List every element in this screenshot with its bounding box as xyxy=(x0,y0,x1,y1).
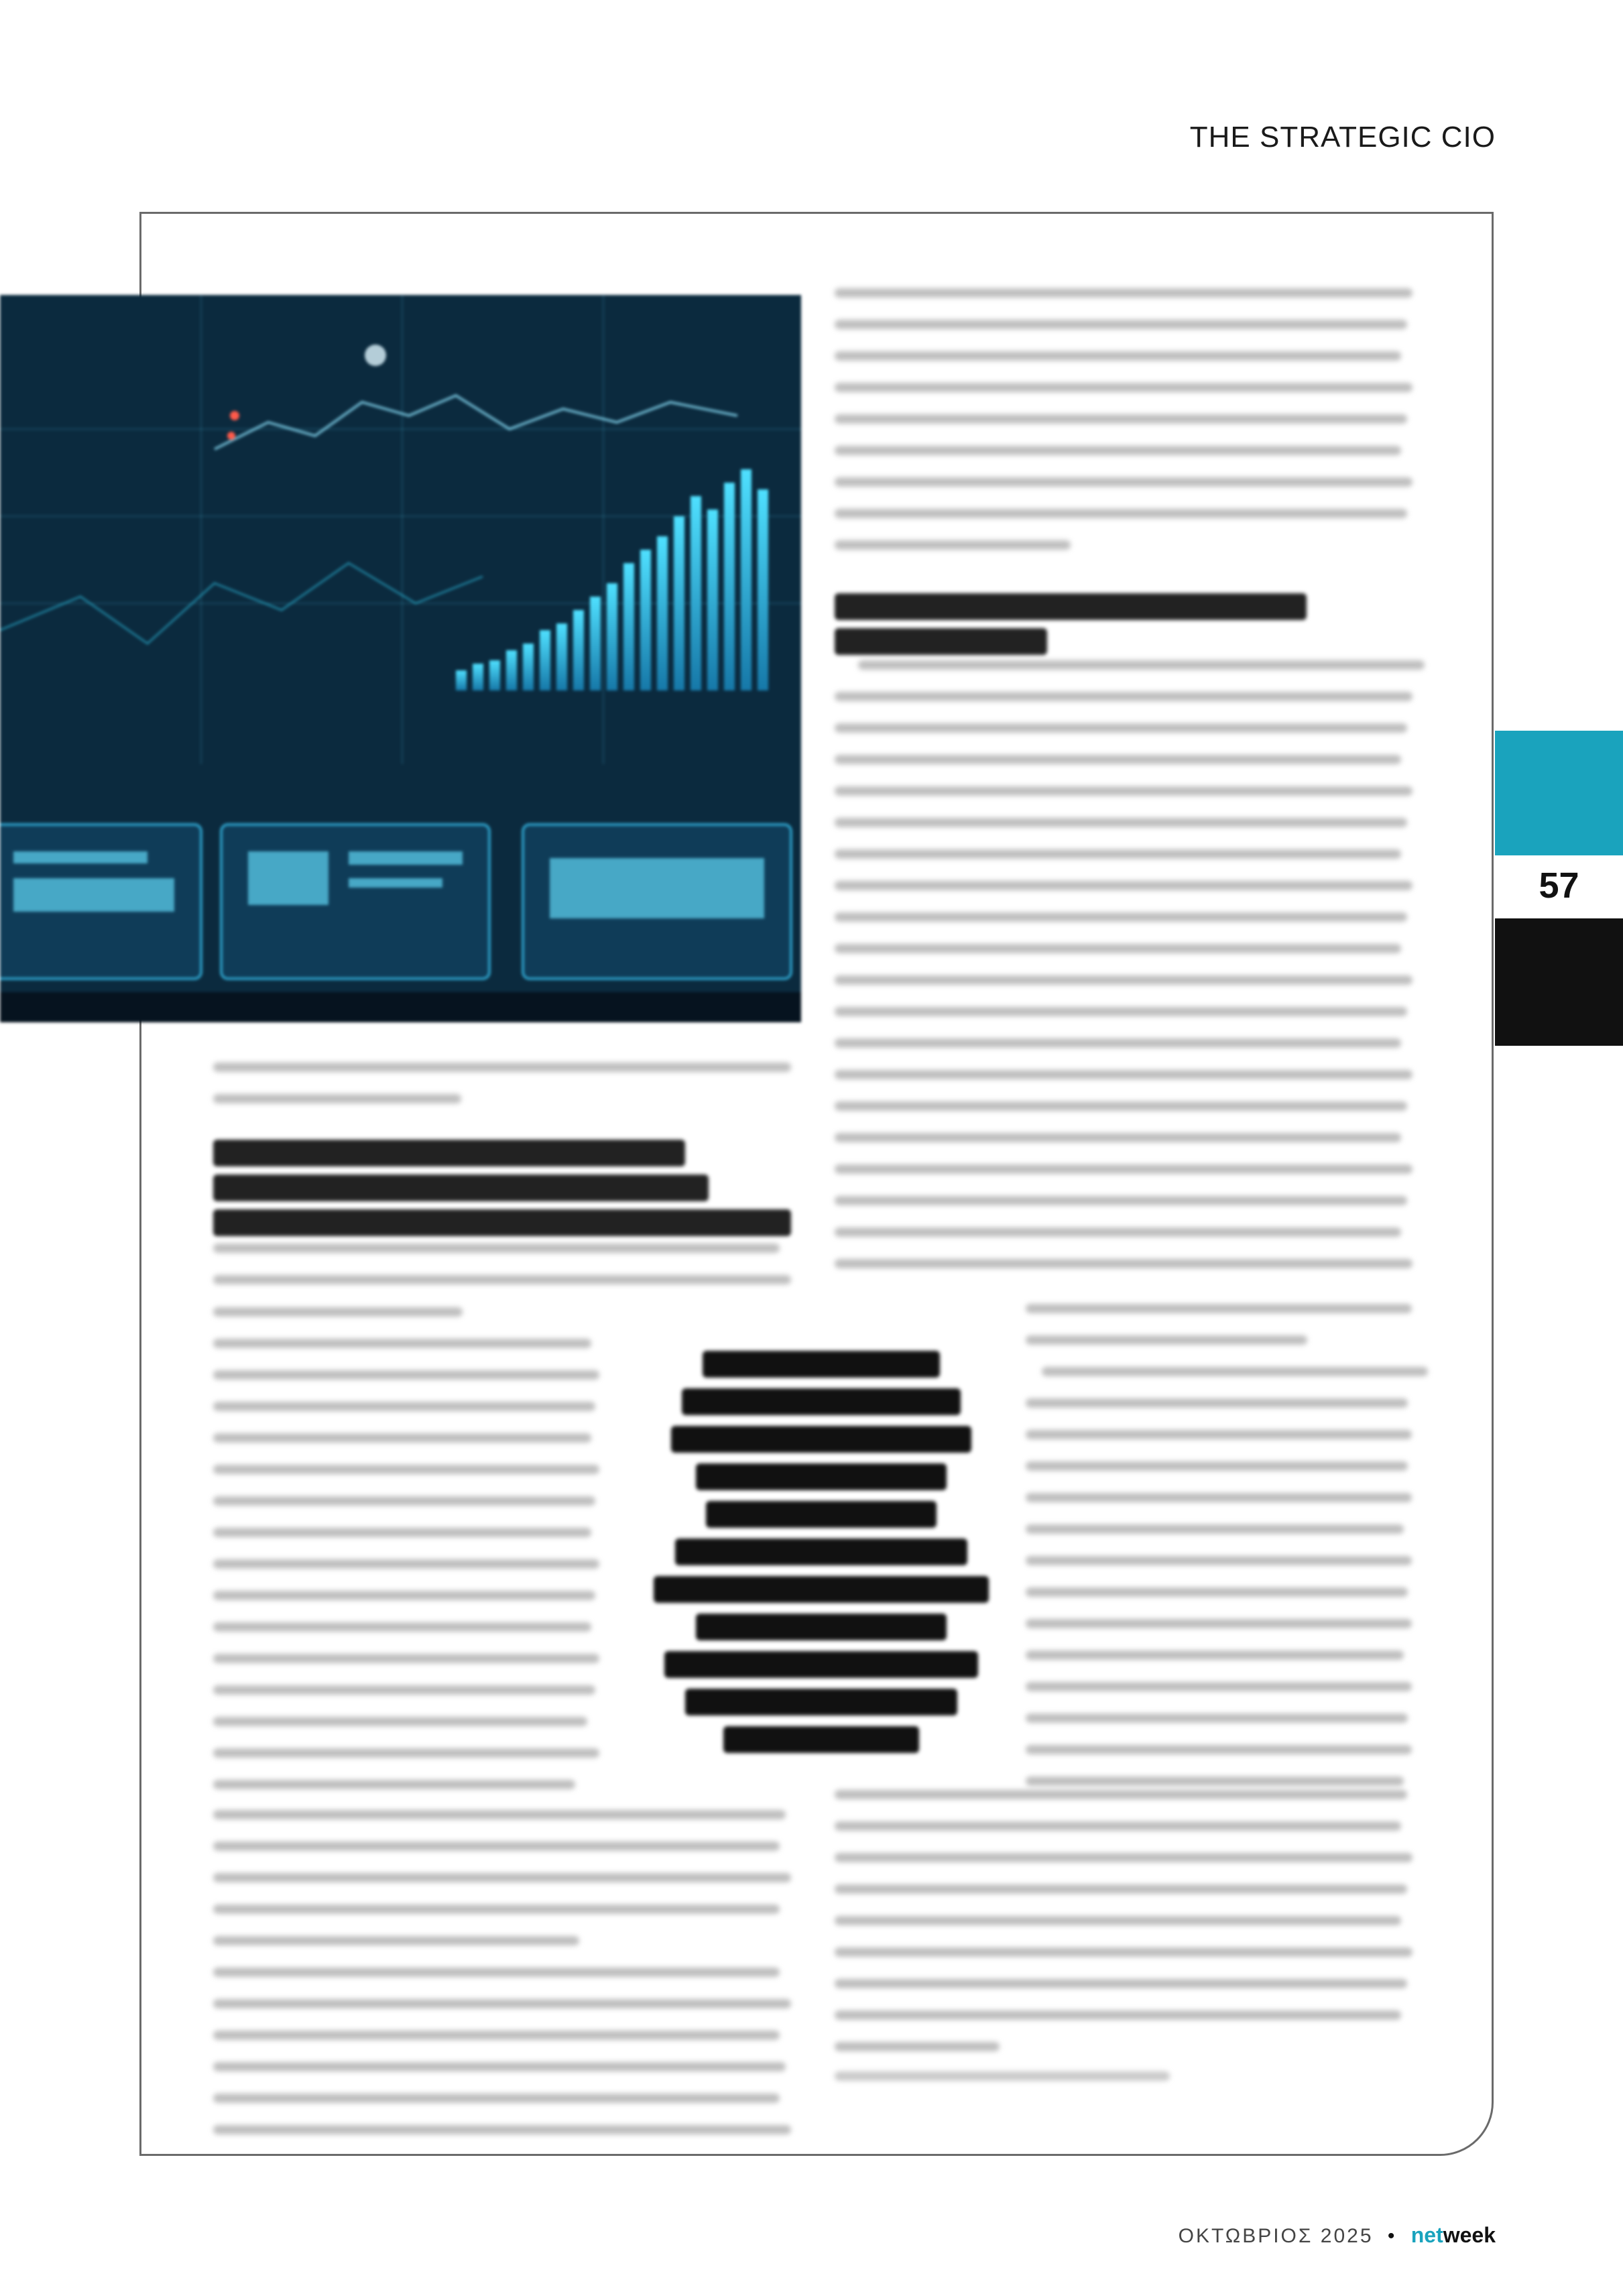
left-column-body-b xyxy=(213,1307,615,1811)
page-tab-accent xyxy=(1495,731,1623,855)
left-column-intro xyxy=(213,1063,803,1126)
left-column-body-c xyxy=(213,1810,803,2157)
brand-logo xyxy=(1411,2223,1496,2247)
article-continuation-note xyxy=(835,2071,1170,2103)
section-title: THE STRATEGIC CIO xyxy=(1189,121,1496,154)
right-column-body-c xyxy=(1026,1304,1428,1808)
page-number: 57 xyxy=(1539,865,1579,906)
dashboard-illustration xyxy=(0,295,801,1022)
page-tab-dark xyxy=(1495,918,1623,1046)
left-column-body-a xyxy=(213,1244,803,1307)
section-heading-left xyxy=(213,1140,803,1236)
right-column-body-a xyxy=(835,288,1425,572)
page-footer xyxy=(1179,2223,1496,2248)
right-column-body-b xyxy=(835,660,1425,1290)
right-column-body-d xyxy=(835,1790,1425,2073)
brand-suffix: week xyxy=(1443,2223,1496,2247)
issue-date: ΟΚΤΩΒΡΙΟΣ 2025 xyxy=(1178,2225,1374,2247)
hero-image xyxy=(0,295,801,1022)
footer-separator: • xyxy=(1387,2225,1397,2247)
brand-prefix: net xyxy=(1410,2223,1443,2247)
pull-quote xyxy=(647,1351,996,1764)
section-heading-right xyxy=(835,593,1425,655)
